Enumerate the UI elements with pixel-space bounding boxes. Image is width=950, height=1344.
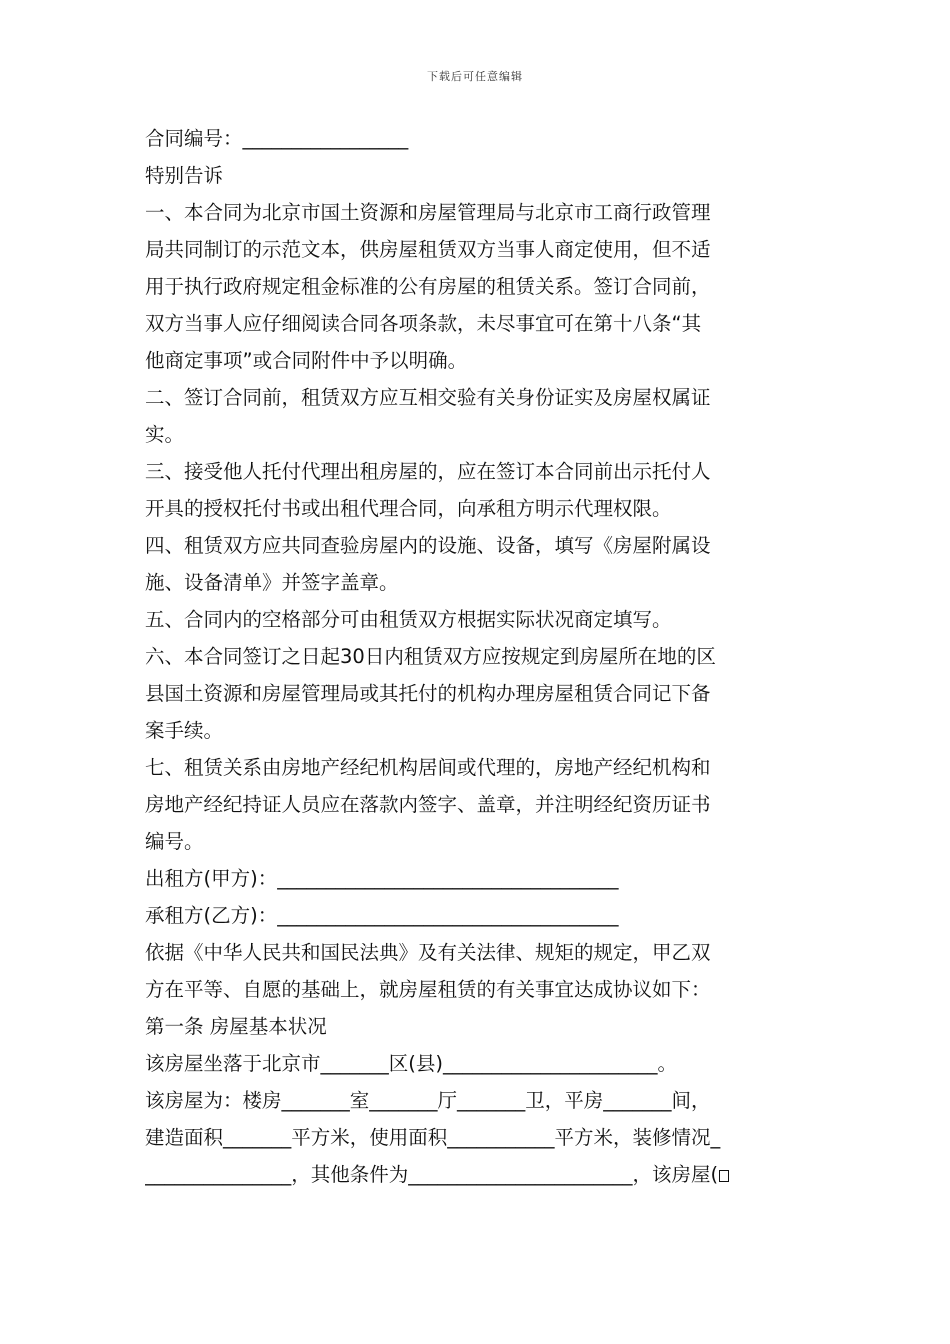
notice-paragraph-line: 房地产经纪持证人员应在落款内签字、盖章，并注明经纪资历证书 bbox=[145, 793, 711, 816]
notice-paragraph-line: 五、合同内的空格部分可由租赁双方根据实际状况商定填写。 bbox=[145, 608, 672, 631]
article-one-heading: 第一条 房屋基本状况 bbox=[145, 1015, 327, 1038]
notice-paragraph-line: 开具的授权托付书或出租代理合同，向承租方明示代理权限。 bbox=[145, 497, 672, 520]
document-body bbox=[145, 120, 809, 1193]
property-area-line: 建造面积_______平方米，使用面积___________平方米，装修情况_ bbox=[145, 1126, 721, 1149]
notice-paragraph-line: 三、接受他人托付代理出租房屋的，应在签订本合同前出示托付人 bbox=[145, 460, 711, 483]
notice-paragraph-line: 编号。 bbox=[145, 830, 204, 853]
lessor-line: 出租方(甲方)：___________________________________ bbox=[145, 867, 619, 890]
notice-paragraph-line: 实。 bbox=[145, 423, 185, 446]
notice-paragraph-line: 县国土资源和房屋管理局或其托付的机构办理房屋租赁合同记下备 bbox=[145, 682, 711, 705]
property-conditions-text: _______________，其他条件为_______________________，该房屋( bbox=[145, 1163, 719, 1186]
agreement-intro-line: 方在平等、自愿的基础上，就房屋租赁的有关事宜达成协议如下： bbox=[145, 978, 711, 1001]
notice-paragraph-line: 四、租赁双方应共同查验房屋内的设施、设备，填写《房屋附属设 bbox=[145, 534, 711, 557]
property-location-line: 该房屋坐落于北京市_______区(县)______________________。 bbox=[145, 1052, 677, 1075]
lessee-line: 承租方(乙方)：___________________________________ bbox=[145, 904, 619, 927]
checkbox-icon bbox=[719, 1170, 729, 1182]
notice-paragraph-line: 案手续。 bbox=[145, 719, 224, 742]
property-conditions-line bbox=[145, 1156, 809, 1193]
agreement-intro-line: 依据《中华人民共和国民法典》及有关法律、规矩的规定，甲乙双 bbox=[145, 941, 711, 964]
notice-paragraph-line: 六、本合同签订之日起30日内租赁双方应按规定到房屋所在地的区 bbox=[145, 645, 716, 668]
notice-paragraph-line: 二、签订合同前，租赁双方应互相交验有关身份证实及房屋权属证 bbox=[145, 386, 711, 409]
property-layout-line: 该房屋为：楼房_______室_______厅_______卫，平房_______间， bbox=[145, 1089, 711, 1112]
notice-paragraph-line: 一、本合同为北京市国土资源和房屋管理局与北京市工商行政管理 bbox=[145, 201, 711, 224]
contract-number-line: 合同编号：_________________ bbox=[145, 127, 409, 150]
notice-paragraph-line: 七、租赁关系由房地产经纪机构居间或代理的，房地产经纪机构和 bbox=[145, 756, 711, 779]
special-notice-heading: 特别告诉 bbox=[145, 164, 224, 187]
notice-paragraph-line: 局共同制订的示范文本，供房屋租赁双方当事人商定使用，但不适 bbox=[145, 238, 711, 261]
notice-paragraph-line: 双方当事人应仔细阅读合同各项条款，未尽事宜可在第十八条“其 bbox=[145, 312, 702, 335]
notice-paragraph-line: 他商定事项”或合同附件中予以明确。 bbox=[145, 349, 468, 372]
page-header: 下载后可任意编辑 bbox=[427, 70, 523, 83]
notice-paragraph-line: 施、设备清单》并签字盖章。 bbox=[145, 571, 399, 594]
notice-paragraph-line: 用于执行政府规定租金标准的公有房屋的租赁关系。签订合同前， bbox=[145, 275, 711, 298]
